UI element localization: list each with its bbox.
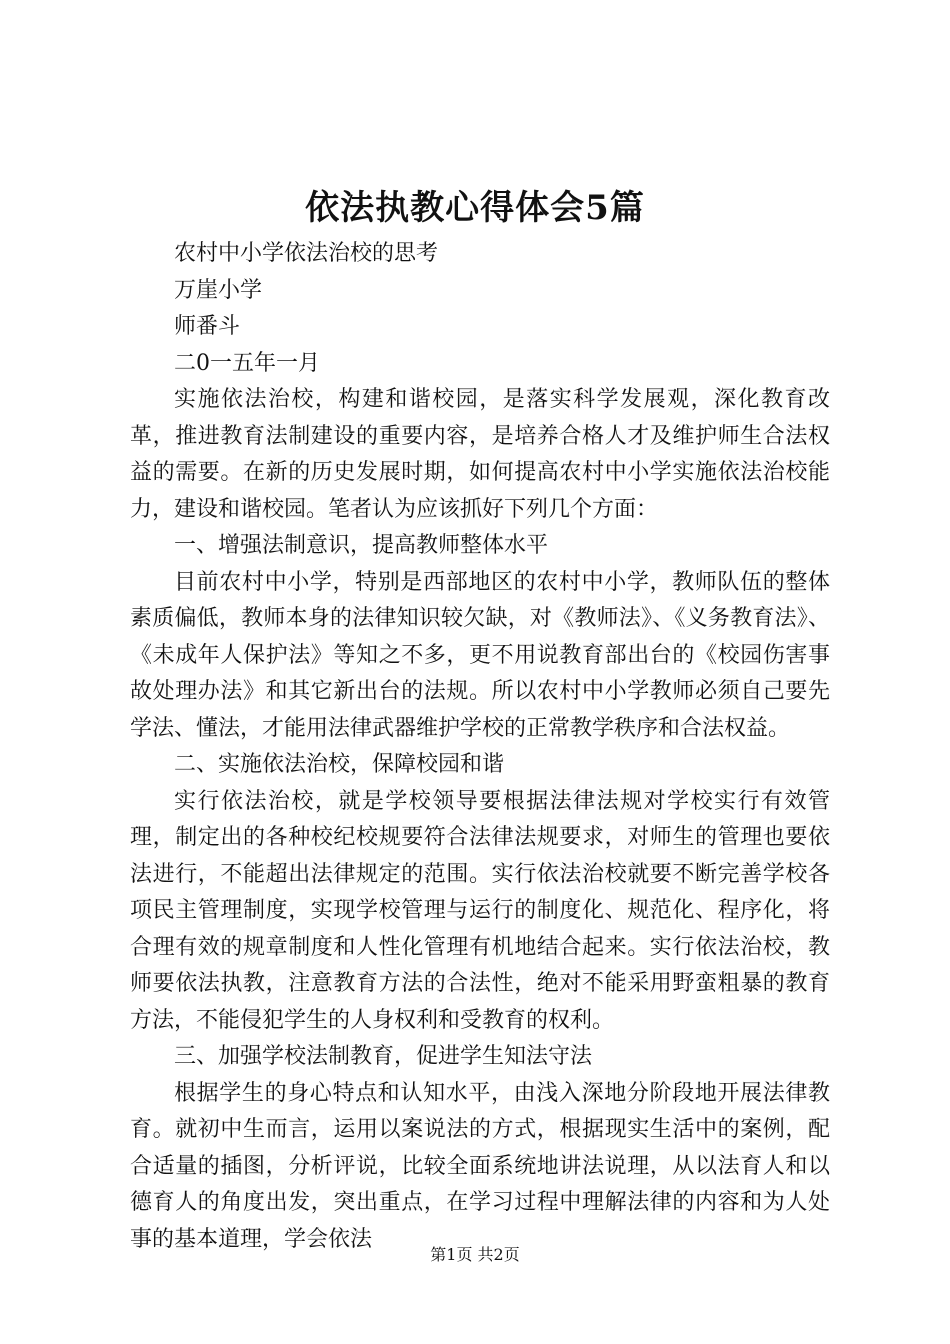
subtitle-line: 农村中小学依法治校的思考 bbox=[174, 241, 439, 266]
page-footer: 第1页 共2页 bbox=[430, 1245, 520, 1264]
school-name-line: 万崖小学 bbox=[174, 277, 263, 303]
paragraph-intro: 实施依法治校，构建和谐校园，是落实科学发展观，深化教育改革，推进教育法制建设的重要内容，是培养合格人才及维护师生合法权益的需要。在新的历史发展时期，如何提高农村中小学实施依法治校能力，建设和谐校园。笔者认为应该抓好下列几个方面： bbox=[130, 387, 830, 522]
paragraph-section-1: 目前农村中小学，特别是西部地区的农村中小学，教师队伍的整体素质偏低，教师本身的法律知识较欠缺，对《教师法》、《义务教育法》、《未成年人保护法》等知之不多，更不用说教育部出台的《校园伤害事故处理办法》和其它新出台的法规。所以农村中小学教师必须自己要先学法、懂法，才能用法律武器维护学校的正常教学秩序和合法权益。 bbox=[130, 569, 830, 741]
section-heading-3: 三、加强学校法制教育，促进学生知法守法 bbox=[174, 1044, 593, 1069]
paragraph-section-2: 实行依法治校，就是学校领导要根据法律法规对学校实行有效管理，制定出的各种校纪校规要符合法律法规要求，对师生的管理也要依法进行，不能超出法律规定的范围。实行依法治校就要不断完善学校各项民主管理制度，实现学校管理与运行的制度化、规范化、程序化，将合理有效的规章制度和人性化管理有机地结合起来。实行依法治校，教师要依法执教，注意教育方法的合法性，绝对不能采用野蛮粗暴的教育方法，不能侵犯学生的人身权利和受教育的权利。 bbox=[130, 788, 830, 1033]
section-heading-2: 二、实施依法治校，保障校园和谐 bbox=[174, 752, 505, 777]
paragraph-section-3: 根据学生的身心特点和认知水平，由浅入深地分阶段地开展法律教育。就初中生而言，运用以案说法的方式，根据现实生活中的案例，配合适量的插图，分析评说，比较全面系统地讲法说理，从以法育人和以德育人的角度出发，突出重点，在学习过程中理解法律的内容和为人处事的基本道理，学会依法 bbox=[130, 1080, 830, 1252]
section-heading-1: 一、增强法制意识，提高教师整体水平 bbox=[174, 533, 549, 558]
document-title: 依法执教心得体会5篇 bbox=[305, 188, 645, 228]
author-line: 师番斗 bbox=[174, 314, 241, 339]
date-line: 二0一五年一月 bbox=[174, 350, 320, 376]
document-body bbox=[130, 236, 830, 1258]
